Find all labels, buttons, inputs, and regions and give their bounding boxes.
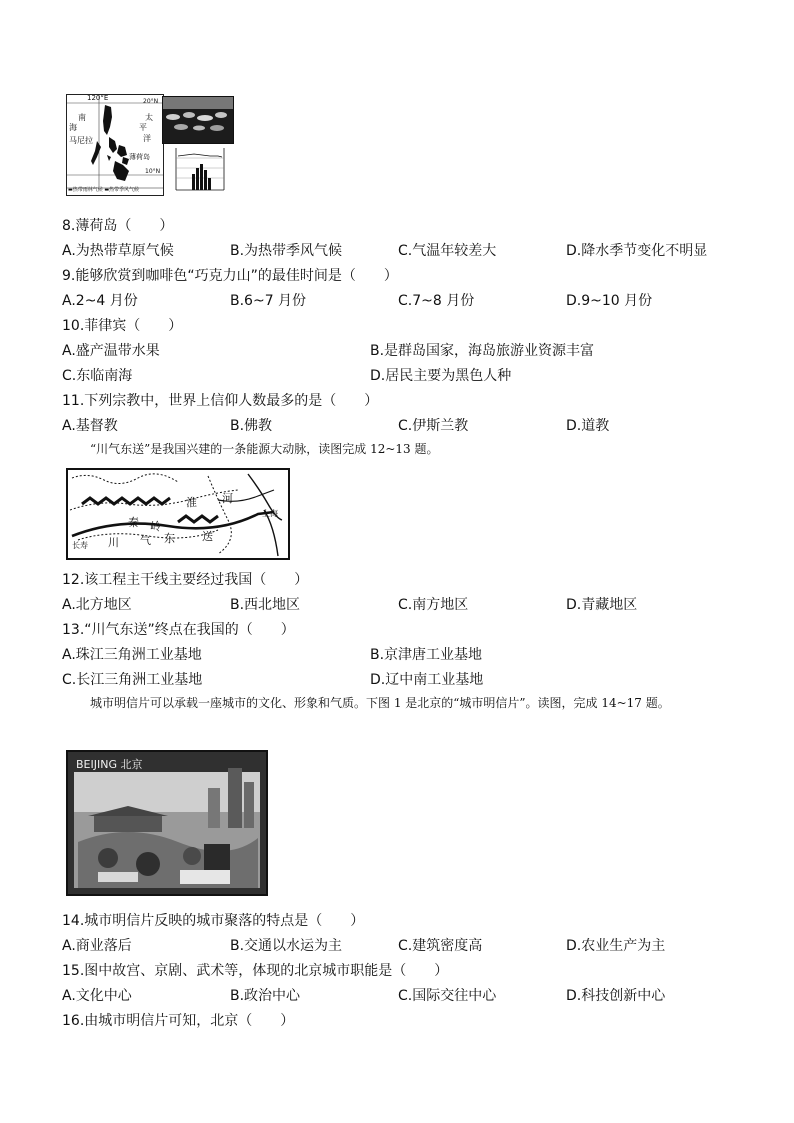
question-9-stem: 9.能够欣赏到咖啡色“巧克力山”的最佳时间是（ ）: [62, 268, 398, 284]
map1-ocean-char-2: 平: [139, 123, 147, 132]
question-13-stem: 13.“川气东送”终点在我国的（ ）: [62, 622, 295, 638]
question-13-option-b[interactable]: B.京津唐工业基地: [370, 647, 483, 663]
question-10-stem: 10.菲律宾（ ）: [62, 318, 183, 334]
question-16-stem: 16.由城市明信片可知，北京（ ）: [62, 1013, 295, 1029]
question-9-option-b[interactable]: B.6~7 月份: [230, 293, 307, 309]
question-8-option-b[interactable]: B.为热带季风气候: [230, 243, 343, 259]
intro-14-17: 城市明信片可以承载一座城市的文化、形象和气质。下图 1 是北京的“城市明信片”。读图，完成 14~17 题。: [90, 696, 670, 710]
question-14-stem: 14.城市明信片反映的城市聚落的特点是（ ）: [62, 913, 365, 929]
question-11-stem: 11.下列宗教中，世界上信仰人数最多的是（ ）: [62, 393, 379, 409]
question-13-option-a[interactable]: A.珠江三角洲工业基地: [62, 647, 202, 663]
question-11-option-b[interactable]: B.佛教: [230, 418, 273, 434]
question-12-option-d[interactable]: D.青藏地区: [566, 597, 638, 613]
philippines-map: [66, 94, 164, 196]
question-11-option-d[interactable]: D.道教: [566, 418, 610, 434]
pipeline-map: [66, 468, 290, 560]
question-15-option-d[interactable]: D.科技创新中心: [566, 988, 666, 1004]
question-8-stem: 8.薄荷岛（ ）: [62, 218, 174, 234]
map2-label-he: 河: [222, 492, 233, 505]
map1-sea-char-2: 海: [69, 123, 77, 132]
question-9-option-c[interactable]: C.7~8 月份: [398, 293, 475, 309]
chocolate-hills-photo: [162, 96, 234, 144]
map2-label-dong: 东: [164, 532, 175, 545]
question-11-option-c[interactable]: C.伊斯兰教: [398, 418, 469, 434]
map1-ocean-char-1: 太: [145, 113, 153, 122]
map2-label-song: 送: [202, 530, 213, 543]
chocolate-hills-photo-svg: [163, 97, 233, 143]
question-9-option-d[interactable]: D.9~10 月份: [566, 293, 653, 309]
question-14-option-d[interactable]: D.农业生产为主: [566, 938, 666, 954]
map1-lon-label: 120°E: [87, 94, 109, 102]
question-8-option-d[interactable]: D.降水季节变化不明显: [566, 243, 708, 259]
postcard-title: BEIJING 北京: [76, 758, 143, 771]
question-12-stem: 12.该工程主干线主要经过我国（ ）: [62, 572, 309, 588]
map2-label-qin: 秦: [128, 516, 139, 529]
map2-label-qi: 气: [140, 534, 151, 547]
map2-label-changshou: 长寿: [72, 541, 88, 550]
question-15-option-a[interactable]: A.文化中心: [62, 988, 132, 1004]
map2-label-chuan: 川: [108, 536, 119, 549]
question-9-option-a[interactable]: A.2~4 月份: [62, 293, 138, 309]
map1-legend: ▬热带雨林气候 ▬热带季风气候: [68, 187, 140, 193]
map2-label-shanghai: 上海: [262, 509, 278, 518]
question-10-option-d[interactable]: D.居民主要为黑色人种: [370, 368, 512, 384]
question-12-option-c[interactable]: C.南方地区: [398, 597, 469, 613]
climate-chart: [168, 144, 232, 196]
question-14-option-b[interactable]: B.交通以水运为主: [230, 938, 343, 954]
map2-label-ling: 岭: [150, 520, 161, 533]
question-12-option-b[interactable]: B.西北地区: [230, 597, 301, 613]
question-10-option-c[interactable]: C.东临南海: [62, 368, 133, 384]
question-10-option-a[interactable]: A.盛产温带水果: [62, 343, 160, 359]
intro-12-13: “川气东送”是我国兴建的一条能源大动脉，读图完成 12~13 题。: [90, 442, 439, 456]
question-15-option-b[interactable]: B.政治中心: [230, 988, 301, 1004]
question-8-option-c[interactable]: C.气温年较差大: [398, 243, 497, 259]
climate-chart-svg: [168, 144, 232, 196]
map1-lat-top: 20°N: [143, 98, 159, 105]
question-10-option-b[interactable]: B.是群岛国家，海岛旅游业资源丰富: [370, 343, 595, 359]
question-11-option-a[interactable]: A.基督教: [62, 418, 118, 434]
question-14-option-a[interactable]: A.商业落后: [62, 938, 132, 954]
question-15-option-c[interactable]: C.国际交往中心: [398, 988, 497, 1004]
map1-manila-label: 马尼拉: [69, 136, 93, 145]
map1-sea-char-1: 南: [78, 113, 86, 122]
map1-ocean-char-3: 洋: [143, 134, 151, 143]
beijing-postcard: [66, 750, 268, 896]
question-15-stem: 15.图中故宫、京剧、武术等，体现的北京城市职能是（ ）: [62, 963, 449, 979]
question-8-option-a[interactable]: A.为热带草原气候: [62, 243, 174, 259]
map1-bohol-label: 薄荷岛: [129, 153, 150, 161]
question-14-option-c[interactable]: C.建筑密度高: [398, 938, 483, 954]
question-13-option-c[interactable]: C.长江三角洲工业基地: [62, 672, 203, 688]
map1-lat-bottom: 10°N: [145, 168, 161, 175]
question-12-option-a[interactable]: A.北方地区: [62, 597, 132, 613]
question-13-option-d[interactable]: D.辽中南工业基地: [370, 672, 484, 688]
map2-label-huai: 淮: [186, 496, 197, 509]
pipeline-map-svg: [68, 470, 288, 558]
beijing-postcard-svg: [68, 752, 266, 894]
